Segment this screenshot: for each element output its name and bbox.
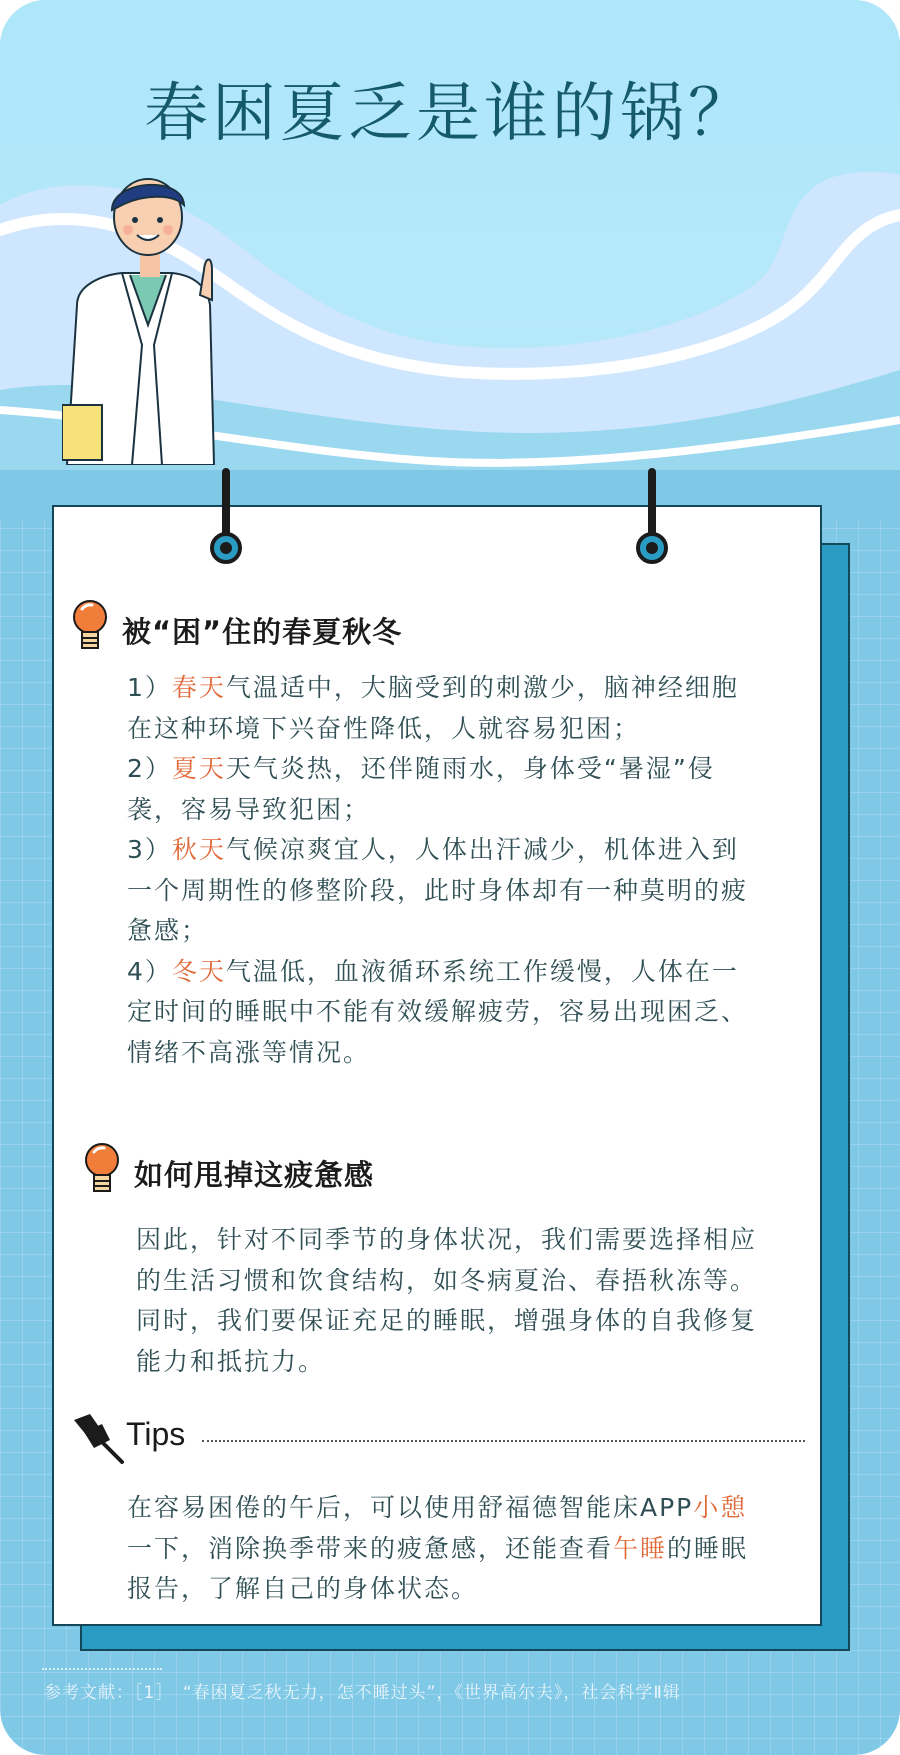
- reference-divider: [42, 1668, 162, 1670]
- reference-text: 参考文献：［1］ “春困夏乏秋无力，怎不睡过头”，《世界高尔夫》，社会科学Ⅱ辑: [44, 1683, 681, 1703]
- section1-body: [127, 668, 757, 1073]
- tips-text-part: 一下，消除换季带来的疲惫感，还能查看: [127, 1533, 614, 1563]
- tips-header: [70, 1412, 805, 1464]
- tips-divider: [202, 1440, 805, 1442]
- section1-heading: 被“困”住的春夏秋冬: [122, 615, 403, 649]
- lightbulb-icon: [82, 1142, 122, 1198]
- season-item: [127, 749, 757, 830]
- season-description: 气温适中，大脑受到的刺激少，脑神经细胞在这种环境下兴奋性降低，人就容易犯困；: [127, 673, 739, 743]
- tips-label: Tips: [126, 1416, 186, 1452]
- season-item: [127, 952, 757, 1074]
- season-description: 天气炎热，还伴随雨水，身体受“暑湿”侵袭，容易导致犯困；: [127, 754, 715, 824]
- season-item-number: 2）: [127, 754, 172, 783]
- tips-body: [127, 1488, 767, 1610]
- tips-text-part: 的睡眠报告，了解自己的身体状态。: [127, 1533, 749, 1603]
- section2-text: 因此，针对不同季节的身体状况，我们需要选择相应的生活习惯和饮食结构，如冬病夏治、春捂秋冻等。同时，我们要保证充足的睡眠，增强身体的自我修复能力和抵抗力。: [136, 1225, 758, 1376]
- season-name: 春天: [171, 673, 226, 702]
- season-name: 冬天: [171, 956, 226, 986]
- section2-heading: 如何甩掉这疲惫感: [134, 1158, 375, 1192]
- tips-text: [127, 1488, 767, 1610]
- highlight-noon-sleep: 午睡: [613, 1533, 668, 1563]
- doctor-illustration: [62, 175, 232, 465]
- season-name: 秋天: [171, 835, 226, 864]
- tips-text-part: 在容易困倦的午后，可以使用舒福德智能床APP: [127, 1493, 694, 1522]
- season-description: 气候凉爽宜人，人体出汗减少，机体进入到一个周期性的修整阶段，此时身体却有一种莫明的疲惫感；: [127, 835, 749, 945]
- season-name: 夏天: [171, 754, 226, 783]
- lightbulb-icon: [70, 599, 110, 655]
- season-item-number: 3）: [127, 835, 172, 864]
- highlight-nap: 小憩: [693, 1493, 748, 1522]
- binder-ring-left: [208, 466, 244, 566]
- page-title: 春困夏乏是谁的锅？: [144, 77, 756, 151]
- season-description: 气温低，血液循环系统工作缓慢，人体在一定时间的睡眠中不能有效缓解疲劳，容易出现困乏、情绪不高涨等情况。: [127, 956, 749, 1067]
- season-item: [127, 830, 757, 952]
- season-item: [127, 668, 757, 749]
- season-item-number: 1）: [127, 673, 172, 702]
- section2-body: [136, 1220, 776, 1382]
- season-item-number: 4）: [127, 956, 172, 986]
- binder-ring-right: [634, 466, 670, 566]
- pushpin-icon: [70, 1412, 126, 1464]
